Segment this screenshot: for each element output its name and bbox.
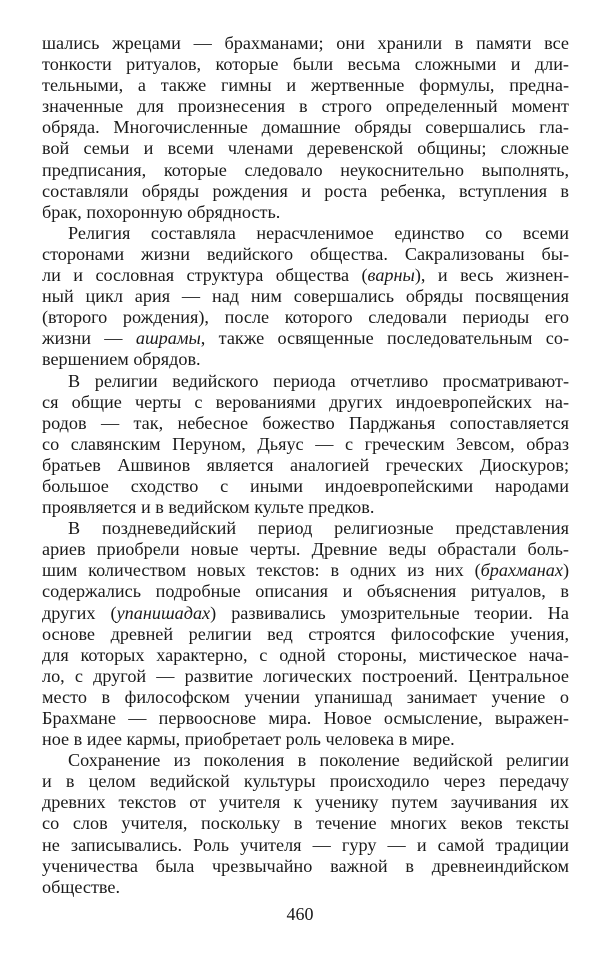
paragraph-4 — [42, 518, 569, 750]
text-span: , также освященные последовательным со- — [200, 328, 570, 349]
text-line: В религии ведийского периода отчетливо просматривают- — [68, 370, 569, 391]
text-line: Сохранение из поколения в поколение ведийской религии — [68, 750, 569, 771]
paragraph-1 — [42, 33, 569, 223]
paragraph-2 — [42, 223, 569, 371]
text-line: обществе. — [42, 876, 120, 897]
text-line: братьев Ашвинов является аналогией греческих Диоскуров; — [42, 454, 569, 475]
text-line: со славянским Перуном, Дьяус — с греческим Зевсом, образ — [42, 433, 569, 454]
text-line: для которых характерно, с одной стороны, мистическое нача- — [42, 644, 569, 665]
italic-term-ashramy: ашрамы — [135, 328, 201, 349]
text-line: сторонами жизни ведийского общества. Сакрализованы бы- — [42, 243, 569, 264]
paragraph-5 — [42, 750, 569, 898]
text-line — [42, 603, 569, 624]
text-line: родов — так, небесное божество Парджанья сопоставляется — [42, 412, 569, 433]
italic-term-brahmanah: брахманах — [480, 560, 563, 581]
text-line: брак, похоронную обрядность. — [42, 201, 281, 222]
text-span: шим количеством новых текстов: в одних из них ( — [42, 560, 481, 581]
text-line: со слов учителя, поскольку в течение многих веков тексты — [42, 813, 569, 834]
text-line: ло, с другой — развитие логических построений. Центральное — [42, 665, 569, 686]
italic-term-upanishadah: упанишадах — [116, 602, 211, 623]
text-line: ное в идее кармы, приобретает роль человека в мире. — [42, 729, 455, 750]
text-line: ный цикл ария — над ним совершались обряды посвящения — [42, 286, 569, 307]
text-span: ), и весь жизнен- — [414, 265, 569, 286]
text-line: проявляется и в ведийском культе предков. — [42, 497, 375, 518]
text-line: Брахмане — первооснове мира. Новое осмысление, выражен- — [42, 708, 569, 728]
page-body — [42, 33, 569, 898]
text-line: ся общие черты с верованиями других индоевропейских на- — [42, 391, 569, 412]
text-line: значенные для произнесения в строго определенный момент — [42, 96, 569, 117]
text-line: ученичества была чрезвычайно важной в древнеиндийском — [42, 855, 569, 876]
text-line — [42, 328, 569, 349]
text-line: содержались подробные описания и объяснения ритуалов, в — [42, 581, 569, 602]
text-line: вершением обрядов. — [42, 349, 201, 370]
text-line: шались жрецами — брахманами; они хранили в памяти все — [42, 33, 569, 53]
text-line — [42, 265, 569, 286]
text-line: ариев приобрели новые черты. Древние веды обрастали боль- — [42, 539, 569, 560]
text-line — [42, 560, 569, 581]
text-span: ) развивались умозрительные теории. На — [210, 602, 569, 623]
text-line: тельными, а также гимны и жертвенные формулы, предна- — [42, 75, 569, 96]
text-line: древних текстов от учителя к ученику путем заучивания их — [42, 792, 569, 813]
text-line: тонкости ритуалов, которые были весьма сложными и дли- — [42, 54, 569, 75]
text-span: ли и сословная структура общества ( — [42, 265, 368, 286]
text-line: обряда. Многочисленные домашние обряды совершались гла- — [42, 117, 569, 138]
text-line: предписания, которые следовало неукоснительно выполнять, — [42, 159, 569, 180]
text-span: ) — [562, 560, 569, 581]
page-number: 460 — [286, 904, 314, 924]
text-line: вой семьи и всеми членами деревенской общины; сложные — [42, 138, 569, 159]
text-line: большое сходство с иными индоевропейскими народами — [42, 475, 569, 496]
text-span: других ( — [42, 602, 117, 623]
text-line: составляли обряды рождения и роста ребенка, вступления в — [42, 180, 569, 201]
text-line: Религия составляла нерасчленимое единство со всеми — [68, 222, 569, 243]
text-line: место в философском учении упанишад занимает учение о — [42, 686, 569, 707]
text-line: не записывались. Роль учителя — гуру — и самой традиции — [42, 834, 569, 855]
text-line: (второго рождения), после которого следовали периоды его — [42, 307, 569, 328]
italic-term-varny: варны — [367, 265, 415, 286]
text-line: В поздневедийский период религиозные представления — [68, 518, 569, 539]
paragraph-3 — [42, 371, 569, 519]
text-line: основе древней религии вед строятся философские учения, — [42, 623, 569, 644]
text-line: и в целом ведийской культуры происходило через передачу — [42, 771, 569, 792]
text-span: жизни — — [42, 328, 136, 349]
